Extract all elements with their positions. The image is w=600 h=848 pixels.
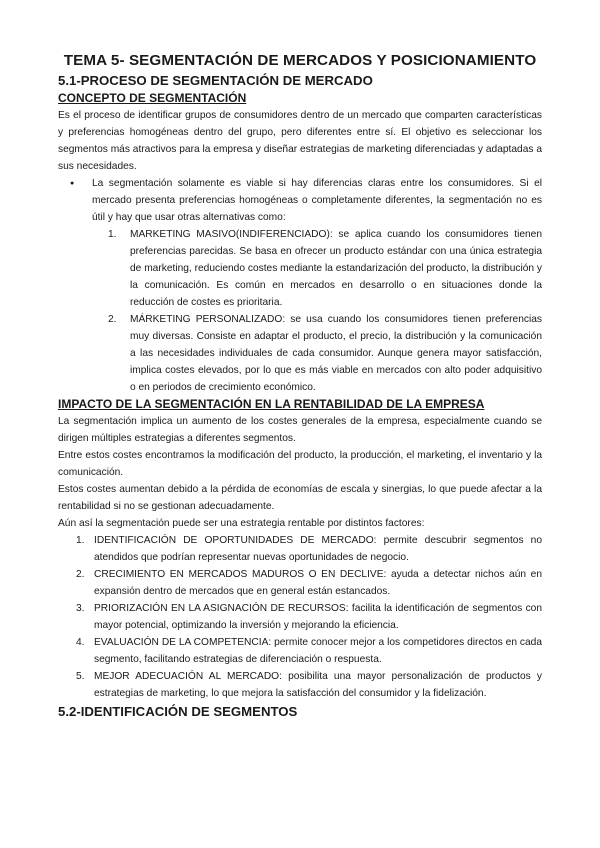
list-item: [76, 634, 542, 668]
list-number: 5.: [76, 671, 85, 682]
list-text: IDENTIFICACIÓN DE OPORTUNIDADES DE MERCADO: permite descubrir segmentos no atendidos que podrían representar nuevas oportunidades de negocio.: [94, 535, 542, 563]
concept-heading: CONCEPTO DE SEGMENTACIÓN: [58, 91, 247, 105]
list-item: [108, 226, 542, 311]
list-item: [108, 311, 542, 396]
list-item: [76, 566, 542, 600]
bullet-text: La segmentación solamente es viable si hay diferencias claras entre los consumidores. Si el mercado presenta preferencias homogéneas o completamente diferentes, la segmentación no es útil y hay que usar otras alternativas como:: [92, 178, 542, 223]
factors-list: [58, 532, 542, 702]
list-text: CRECIMIENTO EN MERCADOS MADUROS O EN DECLIVE: ayuda a detectar nichos aún en expansión dentro de mercados que en general están estancados.: [94, 569, 542, 597]
impact-paragraph: Aún así la segmentación puede ser una estrategia rentable por distintos factores:: [58, 518, 425, 529]
impact-paragraph: La segmentación implica un aumento de los costes generales de la empresa, especialmente cuando se dirigen múltiples estrategias a diferentes segmentos.: [58, 416, 542, 444]
impact-paragraph: Entre estos costes encontramos la modificación del producto, la producción, el marketing, el inventario y la comunicación.: [58, 450, 542, 478]
list-text: MÁRKETING PERSONALIZADO: se usa cuando los consumidores tienen preferencias muy diversas. Consiste en adaptar el producto, el precio, la distribución y la comunicación a las necesidades individuales de cada consumidor. Aunque genera mayor satisfacción, implica costes elevados, por lo que es más viable en mercados con alto poder adquisitivo o en periodos de crecimiento económico.: [130, 314, 542, 393]
bullet-list: [58, 175, 542, 396]
section-heading-5-2: 5.2-IDENTIFICACIÓN DE SEGMENTOS: [58, 704, 298, 719]
list-number: 4.: [76, 637, 85, 648]
list-number: 1.: [108, 229, 117, 240]
list-text: MEJOR ADECUACIÓN AL MERCADO: posibilita una mayor personalización de productos y estrategias de marketing, lo que mejora la satisfacción del consumidor y la fidelización.: [94, 671, 542, 699]
bullet-item: [92, 175, 542, 396]
alternatives-list: [92, 226, 542, 396]
list-text: MARKETING MASIVO(INDIFERENCIADO): se aplica cuando los consumidores tienen preferencias parecidas. Se basa en ofrecer un producto estándar con una única estrategia de marketing, reduciendo costes mediante la estandarización del producto, la distribución y la comunicación. Es común en mercados en desarrollo o en situaciones donde la reducción de costes es prioritaria.: [130, 229, 542, 308]
list-number: 3.: [76, 603, 85, 614]
list-number: 2.: [76, 569, 85, 580]
list-item: [76, 532, 542, 566]
concept-paragraph: Es el proceso de identificar grupos de consumidores dentro de un mercado que comparten características y preferencias homogéneas dentro del grupo, pero diferentes entre sí. El objetivo es seleccionar los segmentos más atractivos para la empresa y diseñar estrategias de marketing diferenciadas y adaptadas a sus necesidades.: [58, 110, 542, 172]
list-number: 1.: [76, 535, 85, 546]
document-title: TEMA 5- SEGMENTACIÓN DE MERCADOS Y POSICIONAMIENTO: [63, 52, 537, 69]
list-text: PRIORIZACIÓN EN LA ASIGNACIÓN DE RECURSOS: facilita la identificación de segmentos con mayor potencial, optimizando la inversión y mejorando la eficiencia.: [94, 603, 542, 631]
list-text: EVALUACIÓN DE LA COMPETENCIA: permite conocer mejor a los competidores directos en cada segmento, facilitando estrategias de diferenciación o respuesta.: [94, 637, 542, 665]
impact-heading: IMPACTO DE LA SEGMENTACIÓN EN LA RENTABILIDAD DE LA EMPRESA: [58, 397, 485, 411]
list-item: [76, 668, 542, 702]
list-number: 2.: [108, 314, 117, 325]
impact-paragraph: Estos costes aumentan debido a la pérdida de economías de escala y sinergias, lo que puede afectar a la rentabilidad si no se gestionan adecuadamente.: [58, 484, 542, 512]
section-heading-5-1: 5.1-PROCESO DE SEGMENTACIÓN DE MERCADO: [58, 73, 373, 88]
list-item: [76, 600, 542, 634]
